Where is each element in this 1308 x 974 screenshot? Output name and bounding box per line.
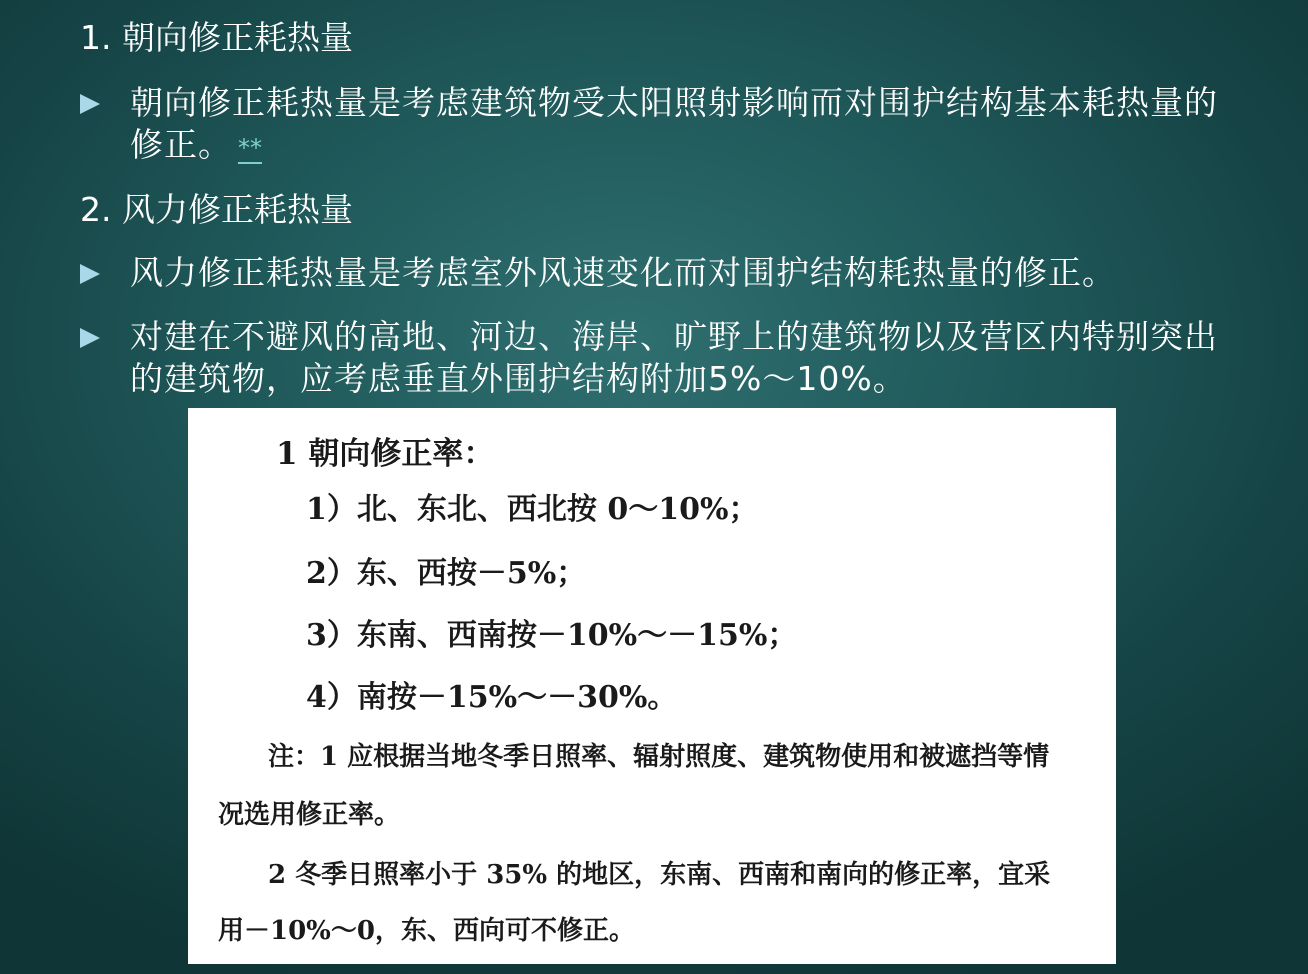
triangle-bullet-icon <box>80 264 100 284</box>
heading-orientation-correction: 1. 朝向修正耗热量 <box>80 18 353 57</box>
excerpt-note-2-line-1: 2 冬季日照率小于 35% 的地区，东南、西南和南向的修正率，宜采 <box>268 860 1051 890</box>
excerpt-item-southeast-southwest: 3）东南、西南按－10%～－15%； <box>306 618 798 653</box>
excerpt-note-1-line-1: 注：1 应根据当地冬季日照率、辐射照度、建筑物使用和被遮挡等情 <box>268 742 1050 772</box>
bullet-orientation-text: 朝向修正耗热量是考虑建筑物受太阳照射影响而对围护结构基本耗热量的修正。 <box>130 83 1218 164</box>
reference-link[interactable]: ** <box>238 134 262 162</box>
excerpt-item-south: 4）南按－15%～－30%。 <box>306 680 678 715</box>
bullet-exposed-buildings <box>80 316 1230 400</box>
excerpt-item-north: 1）北、东北、西北按 0～10%； <box>306 492 759 527</box>
bullet-orientation-definition <box>80 82 1230 169</box>
excerpt-item-east-west: 2）东、西按－5%； <box>306 556 587 591</box>
bullet-wind-definition <box>80 252 1230 294</box>
excerpt-note-1-line-2: 况选用修正率。 <box>218 800 401 830</box>
triangle-bullet-icon <box>80 94 100 114</box>
excerpt-note-2-line-2: 用－10%～0，东、西向可不修正。 <box>218 916 635 946</box>
heading-wind-correction: 2. 风力修正耗热量 <box>80 190 353 229</box>
standard-excerpt-image <box>188 408 1116 964</box>
bullet-exposed-text: 对建在不避风的高地、河边、海岸、旷野上的建筑物以及营区内特别突出的建筑物，应考虑垂直外围护结构附加5%～10%。 <box>130 317 1218 398</box>
excerpt-title: 1 朝向修正率： <box>276 436 495 472</box>
bullet-wind-text: 风力修正耗热量是考虑室外风速变化而对围护结构耗热量的修正。 <box>130 253 1116 292</box>
triangle-bullet-icon <box>80 328 100 348</box>
